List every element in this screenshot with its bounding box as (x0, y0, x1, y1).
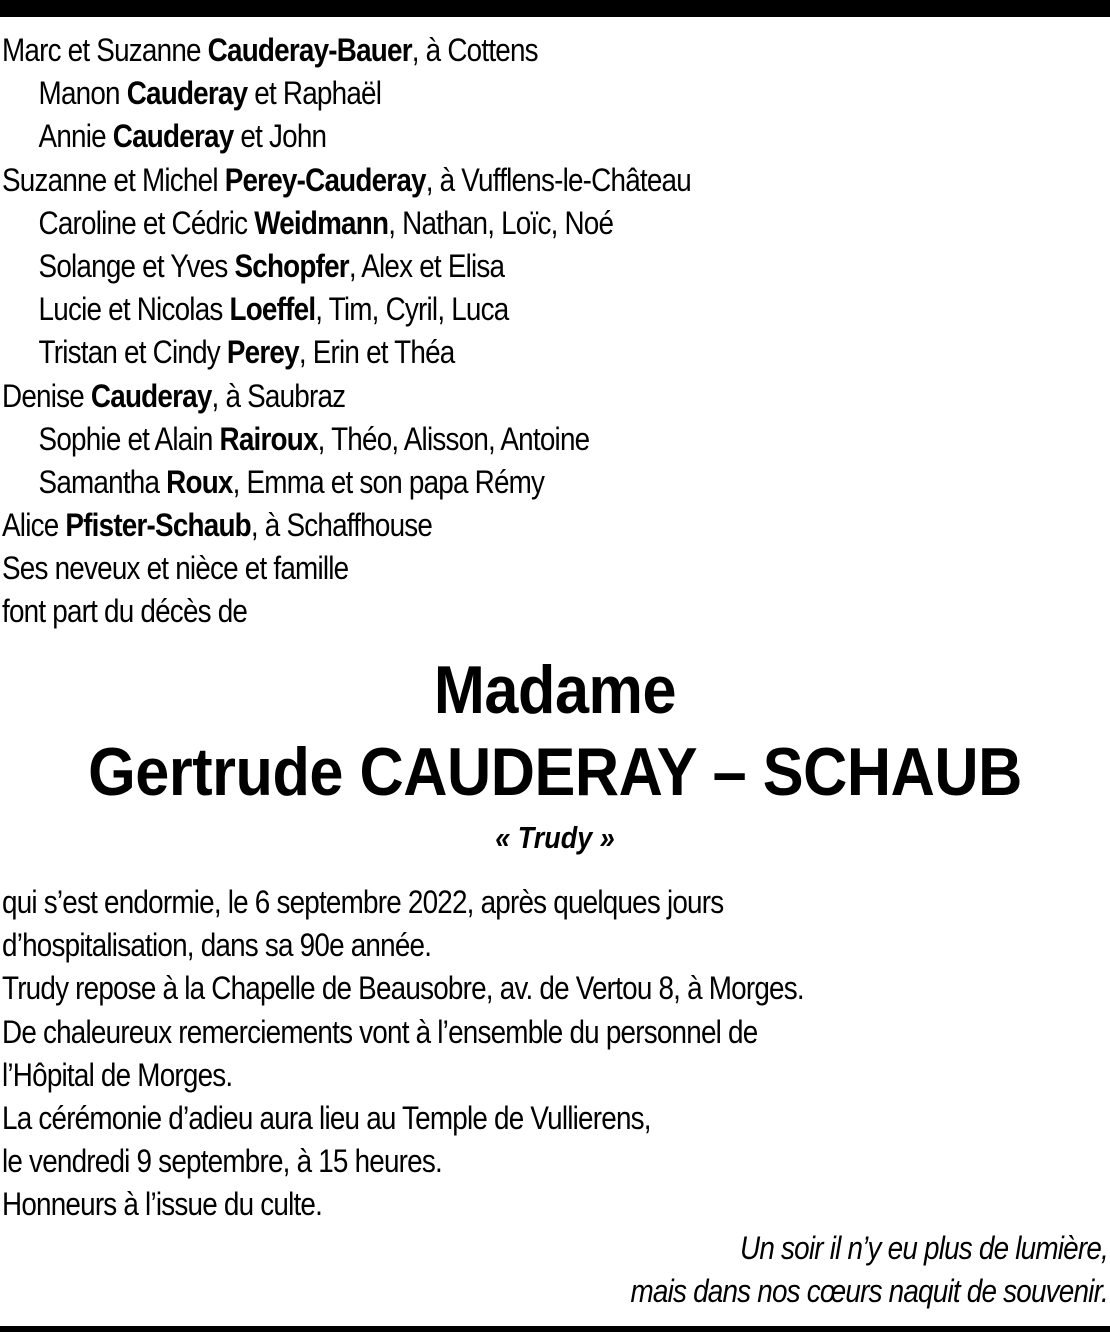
family-line (2, 288, 959, 331)
family-line (2, 202, 959, 245)
family-line (2, 375, 959, 418)
family-text: Suzanne et Michel (2, 161, 225, 198)
family-surname: Cauderay (112, 118, 234, 155)
family-list (2, 29, 1102, 634)
family-text: , à Saubraz (211, 377, 346, 414)
family-surname: Rairoux (219, 420, 318, 457)
family-text: , Nathan, Loïc, Noé (388, 204, 614, 241)
family-line (2, 72, 959, 115)
family-text: font part du décès de (2, 593, 248, 630)
family-text: , Alex et Elisa (348, 247, 505, 284)
closing-quote (108, 1227, 1108, 1313)
nickname: « Trudy » (495, 820, 615, 855)
family-surname: Schopfer (234, 247, 349, 284)
quote-line: mais dans nos cœurs naquit de souvenir. (630, 1273, 1108, 1309)
family-text: , à Cottens (411, 32, 538, 68)
family-text: Manon (38, 75, 127, 112)
family-surname: Cauderay-Bauer (207, 32, 412, 68)
title-madame: Madame (433, 652, 677, 728)
family-line (2, 461, 959, 504)
family-text: Marc et Suzanne (2, 32, 208, 68)
family-surname: Perey (226, 334, 299, 371)
family-line (2, 29, 959, 72)
family-surname: Cauderay (90, 377, 212, 414)
family-line (2, 418, 959, 461)
family-text: , à Vufflens-le-Château (425, 161, 691, 198)
body-line: La cérémonie d’adieu aura lieu au Temple de Vullierens, (2, 1099, 651, 1136)
family-text: Sophie et Alain (38, 420, 220, 457)
family-surname: Roux (166, 463, 233, 500)
body-line: De chaleureux remerciements vont à l’ensemble du personnel de (2, 1013, 758, 1050)
quote-line: Un soir il n’y eu plus de lumière, (740, 1230, 1108, 1266)
family-line (2, 159, 959, 202)
family-text: Alice (2, 507, 66, 544)
bottom-rule (0, 1326, 1110, 1332)
family-text: Caroline et Cédric (38, 204, 255, 241)
body-line: Honneurs à l’issue du culte. (2, 1186, 323, 1223)
family-text: , Tim, Cyril, Luca (315, 291, 509, 328)
family-text: , à Schaffhouse (250, 507, 433, 544)
family-line (2, 504, 959, 547)
family-text: Ses neveux et nièce et famille (2, 550, 349, 587)
body-line: l’Hôpital de Morges. (2, 1056, 233, 1093)
top-rule (0, 0, 1110, 17)
family-surname: Weidmann (254, 204, 389, 241)
family-text: et John (233, 118, 327, 155)
family-text: et Raphaël (247, 75, 382, 112)
announcement-body (2, 881, 1102, 1227)
body-line: le vendredi 9 septembre, à 15 heures. (2, 1143, 442, 1180)
family-text: Solange et Yves (38, 247, 235, 284)
family-text: Denise (2, 377, 91, 414)
family-text: , Théo, Alisson, Antoine (317, 420, 590, 457)
family-text: Samantha (38, 463, 167, 500)
family-text: Tristan et Cindy (38, 334, 227, 371)
family-text: , Emma et son papa Rémy (232, 463, 545, 500)
family-line (2, 590, 959, 633)
family-text: Annie (38, 118, 113, 155)
title-name: Gertrude CAUDERAY – SCHAUB (88, 734, 1022, 810)
family-line (2, 115, 959, 158)
family-surname: Loeffel (229, 291, 316, 328)
body-line: d’hospitalisation, dans sa 90e année. (2, 927, 432, 964)
family-line (2, 331, 959, 374)
family-surname: Pfister-Schaub (65, 507, 251, 544)
body-line: Trudy repose à la Chapelle de Beausobre, av. de Vertou 8, à Morges. (2, 970, 804, 1007)
body-line: qui s’est endormie, le 6 septembre 2022, après quelques jours (2, 884, 724, 920)
family-surname: Cauderay (126, 75, 248, 112)
family-text: , Erin et Théa (298, 334, 455, 371)
family-surname: Perey-Cauderay (224, 161, 426, 198)
family-line (2, 547, 959, 590)
family-line (2, 245, 959, 288)
family-text: Lucie et Nicolas (38, 291, 230, 328)
deceased-title (0, 650, 1110, 858)
